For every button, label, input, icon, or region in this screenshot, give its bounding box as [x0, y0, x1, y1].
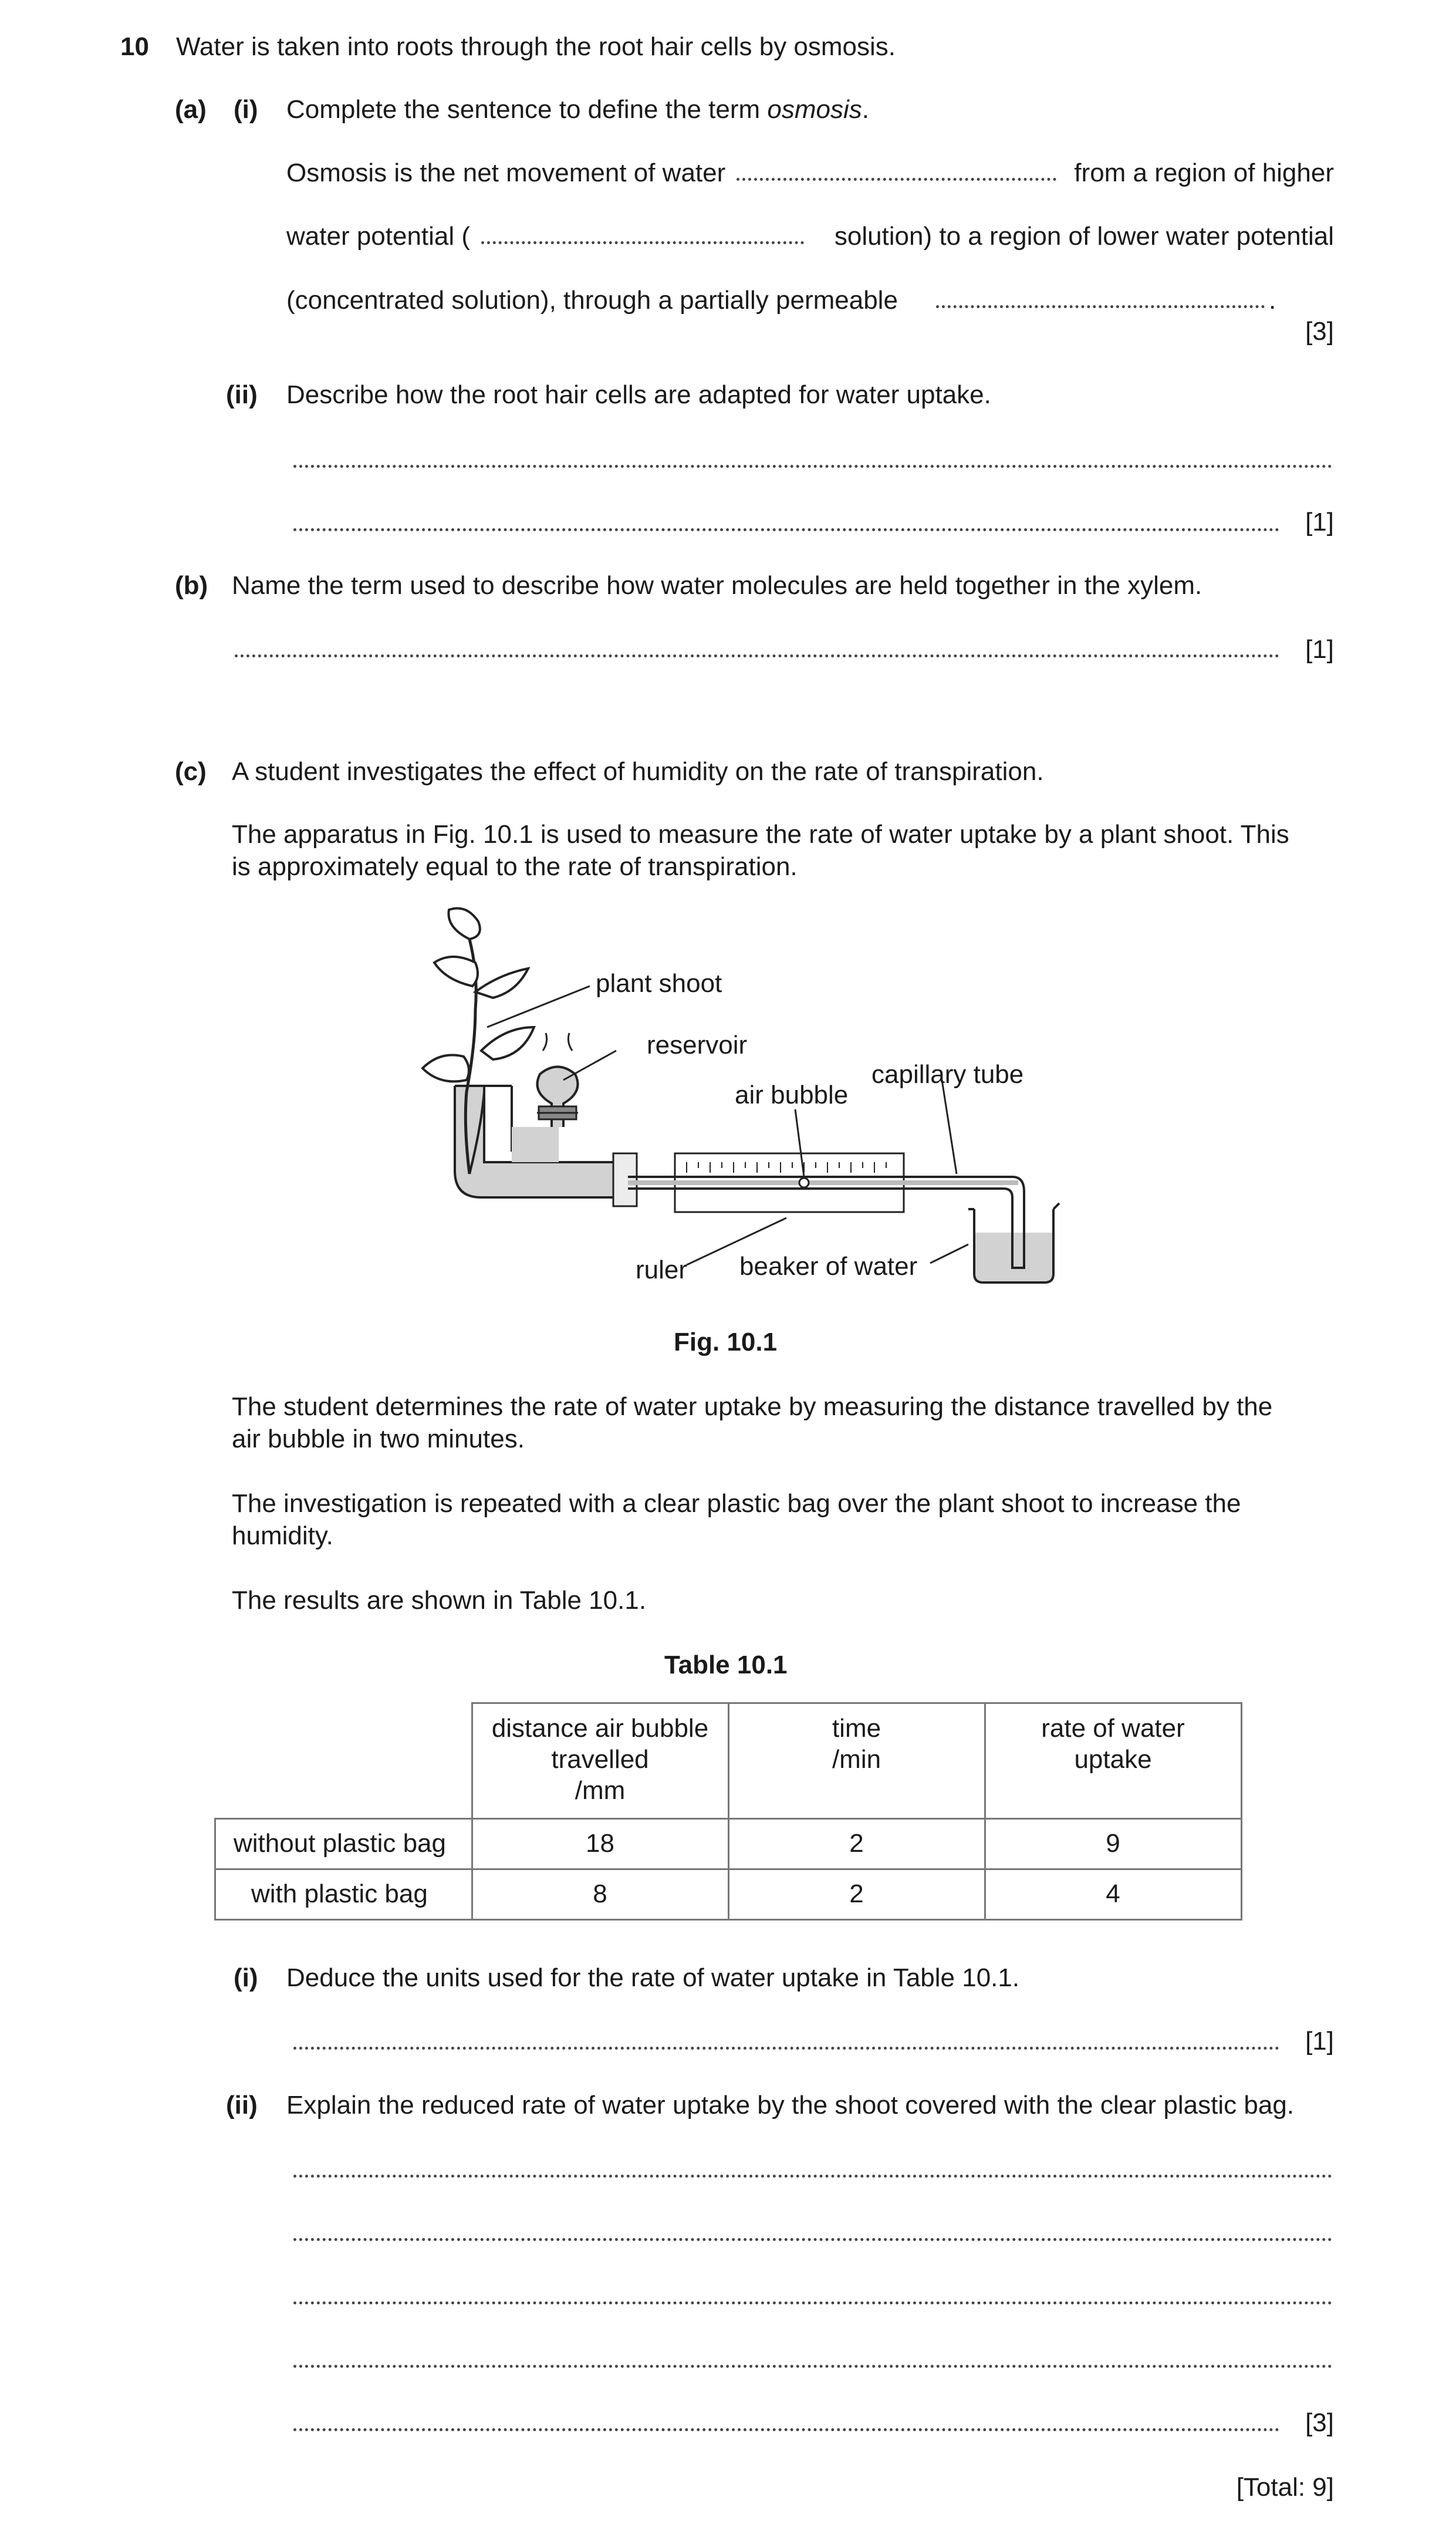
part-c-ii-marks: [3]	[1305, 2408, 1334, 2437]
part-a-ii-marks: [1]	[1305, 508, 1334, 536]
table-header-row	[215, 1703, 1242, 1819]
question-intro: Water is taken into roots through the root hair cells by osmosis.	[176, 32, 896, 61]
apparatus-diagram	[381, 904, 1074, 1291]
part-a-i-prompt	[286, 95, 869, 125]
label-plant-shoot: plant shoot	[596, 969, 722, 998]
header-line: travelled	[551, 1744, 649, 1774]
table-row	[215, 1819, 1242, 1869]
prompt-text: Complete the sentence to define the term	[286, 95, 768, 124]
part-b-label: (b)	[175, 571, 208, 600]
answer-line[interactable]	[293, 2047, 1279, 2050]
part-c-ii-prompt: Explain the reduced rate of water uptake by the shoot covered with the clear plastic bag.	[286, 2091, 1295, 2120]
header-line: /mm	[575, 1776, 626, 1805]
prompt-term: osmosis	[767, 95, 862, 124]
reservoir-mouth	[543, 1033, 572, 1051]
answer-line[interactable]	[293, 2365, 1332, 2368]
header-time	[728, 1703, 985, 1819]
label-reservoir: reservoir	[647, 1031, 748, 1059]
figure-caption: Fig. 10.1	[674, 1328, 778, 1356]
answer-line[interactable]	[293, 528, 1279, 531]
part-c-label: (c)	[175, 757, 207, 786]
table-title: Table 10.1	[664, 1651, 788, 1679]
answer-line[interactable]	[293, 2301, 1332, 2304]
label-air-bubble: air bubble	[735, 1081, 849, 1109]
row-label: with plastic bag	[215, 1869, 472, 1920]
beaker-water	[975, 1233, 1052, 1281]
part-c-para2-line2: air bubble in two minutes.	[232, 1425, 525, 1453]
results-table	[214, 1702, 1242, 1921]
label-beaker: beaker of water	[739, 1252, 918, 1281]
header-line: /min	[832, 1744, 881, 1774]
part-a-label: (a)	[175, 95, 207, 124]
osmosis-blank-2[interactable]	[481, 241, 804, 244]
osmosis-blank-1[interactable]	[737, 178, 1056, 181]
part-a-ii-prompt: Describe how the root hair cells are adapted for water uptake.	[286, 380, 991, 409]
osmosis-line1-end: from a region of higher	[1074, 158, 1334, 187]
answer-line[interactable]	[293, 465, 1332, 468]
header-distance	[472, 1703, 728, 1819]
part-c-para3-line1: The investigation is repeated with a clear plastic bag over the plant shoot to increase the	[232, 1489, 1241, 1518]
part-b-prompt: Name the term used to describe how water molecules are held together in the xylem.	[232, 571, 1202, 600]
osmosis-line1-start: Osmosis is the net movement of water	[286, 158, 726, 187]
air-bubble-mark	[799, 1178, 809, 1187]
part-c-para2-line1: The student determines the rate of water uptake by measuring the distance travelled by the	[232, 1392, 1273, 1421]
cell-rate: 9	[985, 1819, 1241, 1869]
cell-distance: 8	[472, 1869, 728, 1920]
branch-water	[512, 1127, 559, 1162]
osmosis-line2-end: solution) to a region of lower water potential	[834, 222, 1334, 251]
part-a-i-label: (i)	[234, 95, 258, 124]
part-c-para1-line2: is approximately equal to the rate of transpiration.	[232, 852, 798, 881]
header-line: rate of water	[1041, 1714, 1185, 1743]
connector	[613, 1153, 637, 1206]
label-ruler: ruler	[636, 1256, 688, 1284]
total-marks: [Total: 9]	[1236, 2473, 1334, 2502]
osmosis-blank-3[interactable]	[936, 305, 1265, 308]
cell-rate: 4	[985, 1869, 1241, 1920]
osmosis-line2-start: water potential (	[286, 222, 471, 251]
beaker-lip	[968, 1203, 1059, 1209]
answer-line[interactable]	[293, 2428, 1279, 2431]
cell-time: 2	[728, 1869, 985, 1920]
part-a-ii-label: (ii)	[226, 380, 258, 409]
table-corner	[215, 1703, 472, 1819]
answer-line[interactable]	[235, 654, 1279, 657]
part-b-marks: [1]	[1305, 635, 1334, 664]
part-a-i-marks: [3]	[1305, 317, 1334, 346]
part-c-i-label: (i)	[234, 1963, 258, 1992]
part-c-para1-line1: The apparatus in Fig. 10.1 is used to measure the rate of water uptake by a plant shoot. This	[232, 820, 1289, 849]
osmosis-line3-end: .	[1269, 286, 1276, 315]
question-number: 10	[120, 32, 149, 61]
plant-leaves	[423, 909, 534, 1082]
part-c-intro: A student investigates the effect of humidity on the rate of transpiration.	[232, 757, 1044, 786]
part-c-ii-label: (ii)	[226, 2091, 258, 2120]
osmosis-line3-start: (concentrated solution), through a partially permeable	[286, 286, 898, 315]
header-line: time	[832, 1714, 881, 1743]
header-line: distance air bubble	[491, 1714, 709, 1743]
label-capillary-tube: capillary tube	[871, 1060, 1024, 1089]
part-c-para3-line2: humidity.	[232, 1521, 333, 1550]
part-c-i-prompt: Deduce the units used for the rate of water uptake in Table 10.1.	[286, 1963, 1020, 1992]
header-line: uptake	[1074, 1744, 1152, 1774]
table-row	[215, 1869, 1242, 1920]
cell-time: 2	[728, 1819, 985, 1869]
answer-line[interactable]	[293, 2175, 1332, 2178]
part-c-i-marks: [1]	[1305, 2027, 1334, 2056]
answer-line[interactable]	[293, 2238, 1332, 2241]
part-c-para4: The results are shown in Table 10.1.	[232, 1586, 647, 1615]
header-rate	[985, 1703, 1241, 1819]
row-label: without plastic bag	[215, 1819, 472, 1869]
cell-distance: 18	[472, 1819, 728, 1869]
prompt-end: .	[862, 95, 869, 124]
